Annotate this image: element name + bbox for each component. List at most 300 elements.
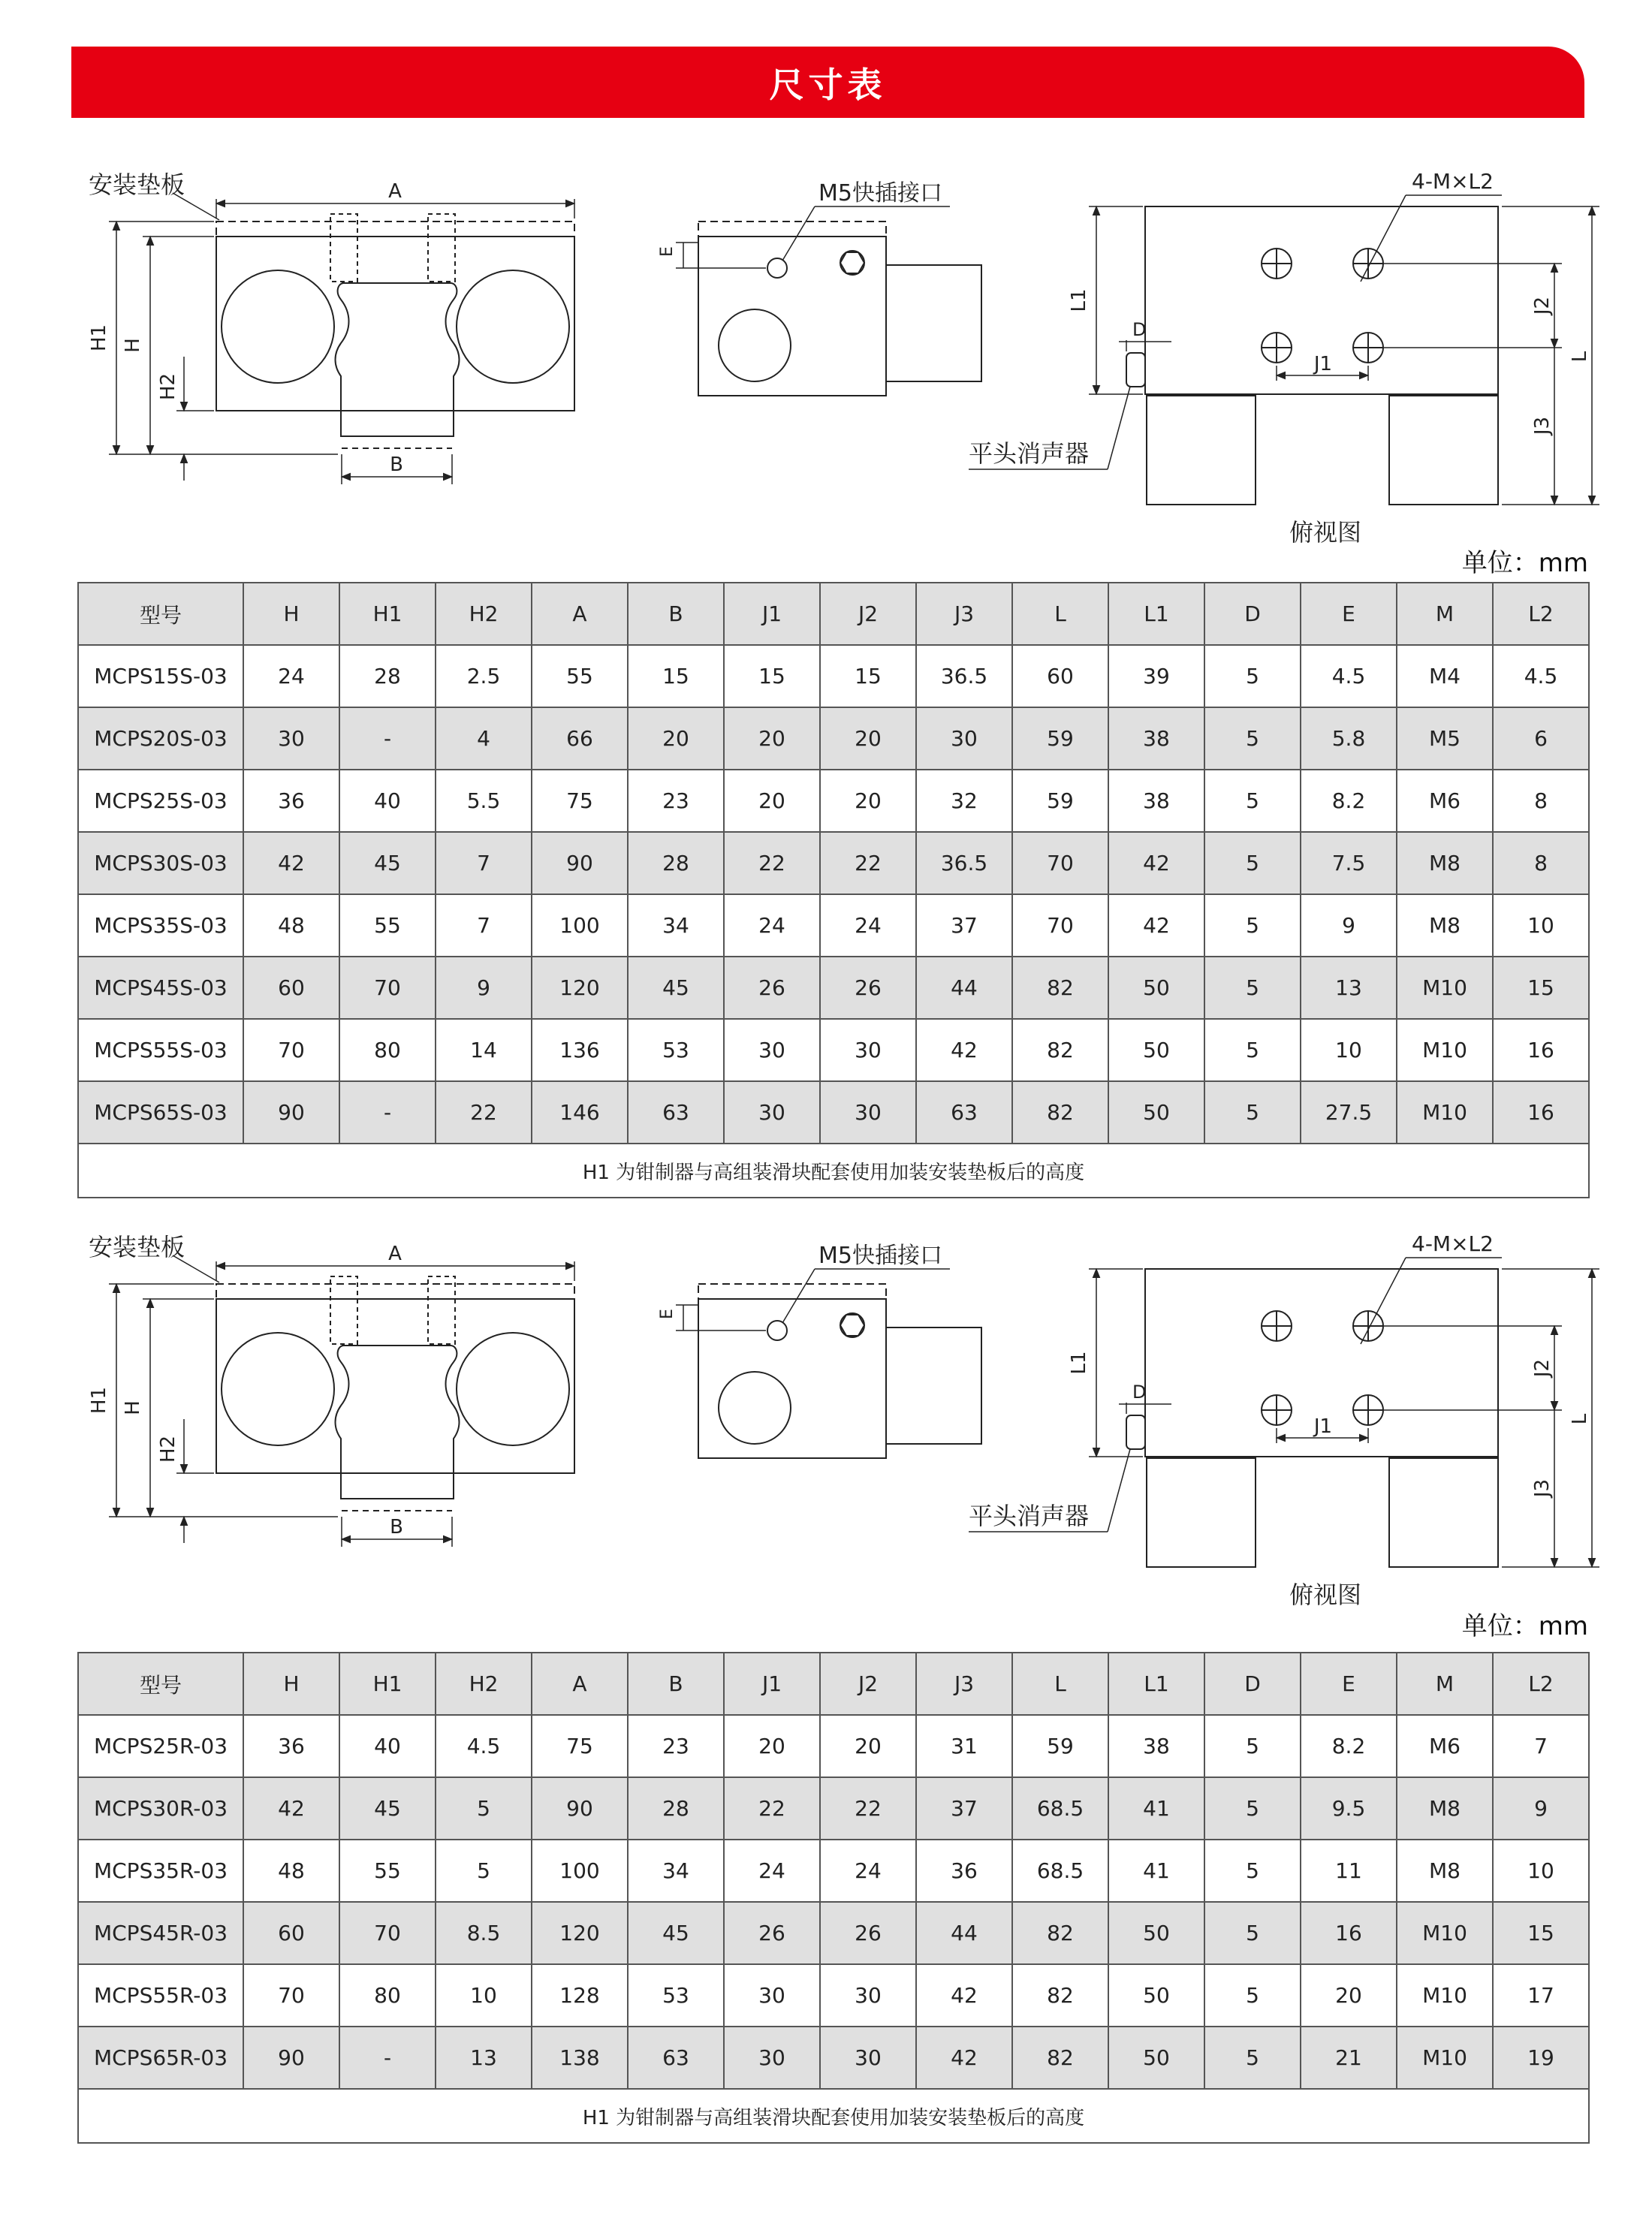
- value-cell: 60: [243, 1902, 339, 1964]
- column-header: H2: [436, 583, 532, 645]
- column-header: B: [628, 583, 724, 645]
- value-cell: 5: [436, 1777, 532, 1840]
- column-header: E: [1301, 1653, 1397, 1715]
- value-cell: 30: [820, 1964, 916, 2027]
- side-view: [676, 1269, 981, 1458]
- column-header: M: [1397, 1653, 1493, 1715]
- value-cell: 30: [724, 2027, 820, 2089]
- rail-profile: [336, 1346, 460, 1499]
- value-cell: 36.5: [916, 645, 1012, 707]
- mount-plate-outline: [216, 1284, 574, 1299]
- side-view: [676, 206, 981, 396]
- model-cell: MCPS55S-03: [78, 1019, 243, 1081]
- table-row: [78, 645, 1589, 707]
- value-cell: 136: [532, 1019, 628, 1081]
- value-cell: 32: [916, 770, 1012, 832]
- drawing-set: [0, 1231, 1652, 1652]
- value-cell: 15: [1493, 957, 1589, 1019]
- value-cell: 30: [916, 707, 1012, 770]
- dimension-table-1: [77, 582, 1590, 1198]
- value-cell: 5: [1204, 1715, 1301, 1777]
- mount-plate-outline: [216, 222, 574, 237]
- value-cell: 10: [436, 1964, 532, 2027]
- dim-b-label: B: [390, 1516, 403, 1538]
- value-cell: 38: [1108, 770, 1204, 832]
- value-cell: 75: [532, 770, 628, 832]
- value-cell: 70: [339, 1902, 436, 1964]
- value-cell: 28: [339, 645, 436, 707]
- dim-a-label: A: [388, 1243, 402, 1265]
- value-cell: 8: [1493, 832, 1589, 894]
- model-cell: MCPS20S-03: [78, 707, 243, 770]
- drawing-set: [0, 169, 1652, 589]
- value-cell: 34: [628, 1840, 724, 1902]
- dim-l-label: L: [1569, 1413, 1591, 1425]
- table-row: [78, 1902, 1589, 1964]
- value-cell: 42: [916, 1964, 1012, 2027]
- value-cell: 50: [1108, 1081, 1204, 1144]
- value-cell: 22: [436, 1081, 532, 1144]
- model-cell: MCPS55R-03: [78, 1964, 243, 2027]
- column-header: J3: [916, 1653, 1012, 1715]
- value-cell: 7.5: [1301, 832, 1397, 894]
- value-cell: 75: [532, 1715, 628, 1777]
- value-cell: M8: [1397, 894, 1493, 957]
- value-cell: M10: [1397, 2027, 1493, 2089]
- value-cell: 70: [1012, 832, 1108, 894]
- value-cell: -: [339, 2027, 436, 2089]
- value-cell: 40: [339, 770, 436, 832]
- value-cell: 10: [1493, 1840, 1589, 1902]
- value-cell: 28: [628, 832, 724, 894]
- value-cell: 9.5: [1301, 1777, 1397, 1840]
- right-cylinder: [457, 1333, 569, 1445]
- value-cell: 120: [532, 957, 628, 1019]
- side-body: [698, 237, 886, 396]
- side-cylinder: [886, 265, 981, 381]
- value-cell: 48: [243, 894, 339, 957]
- dim-l-label: L: [1569, 351, 1591, 363]
- column-header: M: [1397, 583, 1493, 645]
- value-cell: 100: [532, 894, 628, 957]
- value-cell: 24: [724, 894, 820, 957]
- value-cell: 60: [1012, 645, 1108, 707]
- table-row: [78, 2027, 1589, 2089]
- value-cell: 9: [436, 957, 532, 1019]
- model-cell: MCPS25S-03: [78, 770, 243, 832]
- value-cell: 22: [724, 832, 820, 894]
- silencer-shape: [1126, 353, 1145, 387]
- column-header: A: [532, 583, 628, 645]
- mount-plate-label: 安装垫板: [89, 1233, 185, 1261]
- value-cell: 36: [243, 770, 339, 832]
- top-holes: [1262, 1311, 1383, 1425]
- value-cell: 41: [1108, 1840, 1204, 1902]
- dim-h-label: H: [122, 338, 144, 353]
- value-cell: 5: [1204, 645, 1301, 707]
- column-header: J1: [724, 1653, 820, 1715]
- model-cell: MCPS15S-03: [78, 645, 243, 707]
- value-cell: 22: [820, 832, 916, 894]
- value-cell: 82: [1012, 957, 1108, 1019]
- dim-d-label: D: [1132, 319, 1147, 340]
- table-header-row: [78, 1653, 1589, 1715]
- value-cell: 26: [724, 957, 820, 1019]
- dim-j3-label: J3: [1531, 1478, 1554, 1498]
- value-cell: 40: [339, 1715, 436, 1777]
- dim-h-label: H: [122, 1400, 144, 1415]
- value-cell: 16: [1493, 1081, 1589, 1144]
- value-cell: 8.2: [1301, 770, 1397, 832]
- value-cell: 31: [916, 1715, 1012, 1777]
- silencer-label: 平头消声器: [969, 1502, 1090, 1530]
- value-cell: 22: [724, 1777, 820, 1840]
- value-cell: 16: [1493, 1019, 1589, 1081]
- side-cylinder: [886, 1327, 981, 1444]
- column-header: H2: [436, 1653, 532, 1715]
- left-cylinder: [222, 270, 334, 383]
- value-cell: 30: [724, 1081, 820, 1144]
- value-cell: 36: [243, 1715, 339, 1777]
- value-cell: 34: [628, 894, 724, 957]
- column-header: D: [1204, 1653, 1301, 1715]
- table-row: [78, 1081, 1589, 1144]
- value-cell: 5: [1204, 1019, 1301, 1081]
- value-cell: 17: [1493, 1964, 1589, 2027]
- value-cell: 30: [243, 707, 339, 770]
- value-cell: 66: [532, 707, 628, 770]
- column-header: H1: [339, 583, 436, 645]
- value-cell: 90: [243, 1081, 339, 1144]
- column-header: 型号: [78, 1653, 243, 1715]
- column-header: E: [1301, 583, 1397, 645]
- value-cell: 42: [243, 1777, 339, 1840]
- value-cell: 146: [532, 1081, 628, 1144]
- value-cell: 20: [820, 770, 916, 832]
- top-cylinder-right: [1389, 396, 1498, 505]
- value-cell: 42: [243, 832, 339, 894]
- silencer-label: 平头消声器: [969, 439, 1090, 468]
- drawing-section-2: [0, 1231, 1652, 1622]
- table-note: H1 为钳制器与高组装滑块配套使用加装安装垫板后的高度: [78, 1144, 1589, 1198]
- value-cell: 44: [916, 1902, 1012, 1964]
- table-row: [78, 770, 1589, 832]
- dim-h1-label: H1: [88, 1386, 110, 1415]
- column-header: J2: [820, 1653, 916, 1715]
- value-cell: 5: [436, 1840, 532, 1902]
- table-row: [78, 957, 1589, 1019]
- value-cell: 82: [1012, 1964, 1108, 2027]
- value-cell: 23: [628, 1715, 724, 1777]
- value-cell: 6: [1493, 707, 1589, 770]
- value-cell: 5: [1204, 1840, 1301, 1902]
- value-cell: 5: [1204, 1902, 1301, 1964]
- value-cell: 59: [1012, 1715, 1108, 1777]
- value-cell: 44: [916, 957, 1012, 1019]
- dim-b-label: B: [390, 454, 403, 476]
- note-row: [78, 2089, 1589, 2143]
- value-cell: 82: [1012, 2027, 1108, 2089]
- top-view-label: 俯视图: [1289, 518, 1362, 547]
- thread-label: 4-M×L2: [1412, 169, 1494, 194]
- value-cell: 53: [628, 1964, 724, 2027]
- value-cell: 7: [1493, 1715, 1589, 1777]
- table-note: H1 为钳制器与高组装滑块配套使用加装安装垫板后的高度: [78, 2089, 1589, 2143]
- value-cell: 90: [243, 2027, 339, 2089]
- value-cell: 70: [243, 1964, 339, 2027]
- value-cell: 63: [916, 1081, 1012, 1144]
- value-cell: 16: [1301, 1902, 1397, 1964]
- value-cell: 37: [916, 894, 1012, 957]
- value-cell: 45: [628, 1902, 724, 1964]
- value-cell: 82: [1012, 1902, 1108, 1964]
- value-cell: 45: [339, 1777, 436, 1840]
- table-row: [78, 1777, 1589, 1840]
- value-cell: 13: [436, 2027, 532, 2089]
- value-cell: 55: [532, 645, 628, 707]
- value-cell: 41: [1108, 1777, 1204, 1840]
- silencer-shape: [1126, 1415, 1145, 1449]
- dim-d-label: D: [1132, 1382, 1147, 1403]
- value-cell: 30: [724, 1019, 820, 1081]
- table-row: [78, 894, 1589, 957]
- value-cell: 4.5: [1493, 645, 1589, 707]
- note-row: [78, 1144, 1589, 1198]
- value-cell: 15: [1493, 1902, 1589, 1964]
- value-cell: 8.5: [436, 1902, 532, 1964]
- value-cell: 20: [628, 707, 724, 770]
- m5-port-label: M5快插接口: [818, 1243, 942, 1269]
- value-cell: 5: [1204, 770, 1301, 832]
- value-cell: 20: [724, 707, 820, 770]
- value-cell: 8.2: [1301, 1715, 1397, 1777]
- value-cell: 50: [1108, 2027, 1204, 2089]
- value-cell: 26: [820, 957, 916, 1019]
- value-cell: 50: [1108, 957, 1204, 1019]
- value-cell: M10: [1397, 1019, 1493, 1081]
- value-cell: 9: [1301, 894, 1397, 957]
- value-cell: M6: [1397, 1715, 1493, 1777]
- column-header: L: [1012, 1653, 1108, 1715]
- value-cell: 42: [916, 2027, 1012, 2089]
- value-cell: M10: [1397, 957, 1493, 1019]
- model-cell: MCPS65R-03: [78, 2027, 243, 2089]
- value-cell: 38: [1108, 707, 1204, 770]
- value-cell: 50: [1108, 1964, 1204, 2027]
- value-cell: 20: [724, 1715, 820, 1777]
- table-row: [78, 1715, 1589, 1777]
- column-header: H1: [339, 1653, 436, 1715]
- value-cell: 30: [820, 1019, 916, 1081]
- value-cell: 20: [820, 1715, 916, 1777]
- value-cell: 36: [916, 1840, 1012, 1902]
- top-cylinder-right: [1389, 1458, 1498, 1567]
- dim-j1-label: J1: [1313, 353, 1333, 375]
- value-cell: 50: [1108, 1902, 1204, 1964]
- dim-h2-label: H2: [157, 1435, 179, 1463]
- value-cell: 27.5: [1301, 1081, 1397, 1144]
- value-cell: 13: [1301, 957, 1397, 1019]
- value-cell: 15: [724, 645, 820, 707]
- bolt-holes: [330, 214, 455, 282]
- value-cell: 5: [1204, 707, 1301, 770]
- value-cell: 23: [628, 770, 724, 832]
- value-cell: 90: [532, 1777, 628, 1840]
- value-cell: 138: [532, 2027, 628, 2089]
- table-row: [78, 1964, 1589, 2027]
- value-cell: 5.8: [1301, 707, 1397, 770]
- value-cell: 80: [339, 1964, 436, 2027]
- column-header: B: [628, 1653, 724, 1715]
- value-cell: M10: [1397, 1902, 1493, 1964]
- value-cell: M6: [1397, 770, 1493, 832]
- value-cell: 8: [1493, 770, 1589, 832]
- value-cell: 7: [436, 832, 532, 894]
- value-cell: 24: [820, 894, 916, 957]
- value-cell: 80: [339, 1019, 436, 1081]
- value-cell: M8: [1397, 1840, 1493, 1902]
- value-cell: 120: [532, 1902, 628, 1964]
- model-cell: MCPS45R-03: [78, 1902, 243, 1964]
- value-cell: 9: [1493, 1777, 1589, 1840]
- value-cell: 55: [339, 1840, 436, 1902]
- unit-label-2: 单位：mm: [1461, 1611, 1588, 1641]
- model-cell: MCPS30S-03: [78, 832, 243, 894]
- dim-j1-label: J1: [1313, 1415, 1333, 1438]
- value-cell: 70: [243, 1019, 339, 1081]
- value-cell: 5: [1204, 1081, 1301, 1144]
- drawing-section-1: [0, 169, 1652, 559]
- value-cell: 59: [1012, 707, 1108, 770]
- value-cell: -: [339, 707, 436, 770]
- value-cell: 45: [339, 832, 436, 894]
- value-cell: 82: [1012, 1019, 1108, 1081]
- value-cell: 4.5: [436, 1715, 532, 1777]
- value-cell: 24: [724, 1840, 820, 1902]
- front-body: [216, 237, 574, 411]
- dim-h1-label: H1: [88, 324, 110, 352]
- right-cylinder: [457, 270, 569, 383]
- column-header: L2: [1493, 1653, 1589, 1715]
- value-cell: 70: [339, 957, 436, 1019]
- column-header: 型号: [78, 583, 243, 645]
- value-cell: 2.5: [436, 645, 532, 707]
- value-cell: 10: [1301, 1019, 1397, 1081]
- m5-port-label: M5快插接口: [818, 180, 942, 206]
- dim-e-label: E: [658, 1309, 677, 1319]
- dim-h2-label: H2: [157, 372, 179, 401]
- value-cell: 26: [820, 1902, 916, 1964]
- value-cell: 28: [628, 1777, 724, 1840]
- value-cell: 60: [243, 957, 339, 1019]
- value-cell: 68.5: [1012, 1777, 1108, 1840]
- value-cell: 7: [436, 894, 532, 957]
- column-header: H: [243, 1653, 339, 1715]
- value-cell: 20: [724, 770, 820, 832]
- value-cell: 30: [820, 2027, 916, 2089]
- value-cell: 68.5: [1012, 1840, 1108, 1902]
- model-cell: MCPS35R-03: [78, 1840, 243, 1902]
- value-cell: 24: [243, 645, 339, 707]
- column-header: L2: [1493, 583, 1589, 645]
- value-cell: 11: [1301, 1840, 1397, 1902]
- dim-e-label: E: [658, 246, 677, 257]
- front-view: [109, 193, 574, 484]
- model-cell: MCPS45S-03: [78, 957, 243, 1019]
- value-cell: M10: [1397, 1081, 1493, 1144]
- value-cell: 24: [820, 1840, 916, 1902]
- column-header: J1: [724, 583, 820, 645]
- column-header: D: [1204, 583, 1301, 645]
- dim-l1-label: L1: [1068, 1351, 1090, 1375]
- column-header: L: [1012, 583, 1108, 645]
- value-cell: 5: [1204, 894, 1301, 957]
- value-cell: 14: [436, 1019, 532, 1081]
- column-header: L1: [1108, 1653, 1204, 1715]
- value-cell: 5: [1204, 1964, 1301, 2027]
- top-cylinder-left: [1147, 1458, 1256, 1567]
- top-view-label: 俯视图: [1289, 1581, 1362, 1609]
- model-cell: MCPS35S-03: [78, 894, 243, 957]
- value-cell: 37: [916, 1777, 1012, 1840]
- value-cell: 50: [1108, 1019, 1204, 1081]
- value-cell: 4: [436, 707, 532, 770]
- dim-j2-label: J2: [1531, 296, 1554, 315]
- value-cell: 5: [1204, 832, 1301, 894]
- value-cell: 48: [243, 1840, 339, 1902]
- value-cell: 42: [916, 1019, 1012, 1081]
- unit-label-1: 单位：mm: [1461, 548, 1588, 578]
- model-cell: MCPS65S-03: [78, 1081, 243, 1144]
- value-cell: 15: [628, 645, 724, 707]
- value-cell: 22: [820, 1777, 916, 1840]
- value-cell: 26: [724, 1902, 820, 1964]
- value-cell: 42: [1108, 832, 1204, 894]
- dim-a-label: A: [388, 180, 402, 203]
- value-cell: 15: [820, 645, 916, 707]
- title-banner: [71, 47, 1584, 118]
- value-cell: M4: [1397, 645, 1493, 707]
- dim-j2-label: J2: [1531, 1358, 1554, 1378]
- table-header-row: [78, 583, 1589, 645]
- table-row: [78, 707, 1589, 770]
- value-cell: M8: [1397, 1777, 1493, 1840]
- value-cell: 59: [1012, 770, 1108, 832]
- page-title: 尺寸表: [769, 64, 887, 105]
- top-holes: [1262, 249, 1383, 363]
- front-body: [216, 1299, 574, 1473]
- side-body: [698, 1299, 886, 1458]
- bolt-holes: [330, 1276, 455, 1344]
- value-cell: M10: [1397, 1964, 1493, 2027]
- dim-l1-label: L1: [1068, 288, 1090, 312]
- value-cell: 30: [724, 1964, 820, 2027]
- top-cylinder-left: [1147, 396, 1256, 505]
- value-cell: 4.5: [1301, 645, 1397, 707]
- value-cell: 36.5: [916, 832, 1012, 894]
- value-cell: 53: [628, 1019, 724, 1081]
- value-cell: 63: [628, 1081, 724, 1144]
- rail-profile: [336, 283, 460, 436]
- column-header: J3: [916, 583, 1012, 645]
- column-header: L1: [1108, 583, 1204, 645]
- value-cell: 5: [1204, 957, 1301, 1019]
- table-row: [78, 832, 1589, 894]
- value-cell: 30: [820, 1081, 916, 1144]
- table-row: [78, 1019, 1589, 1081]
- value-cell: 20: [1301, 1964, 1397, 2027]
- value-cell: M8: [1397, 832, 1493, 894]
